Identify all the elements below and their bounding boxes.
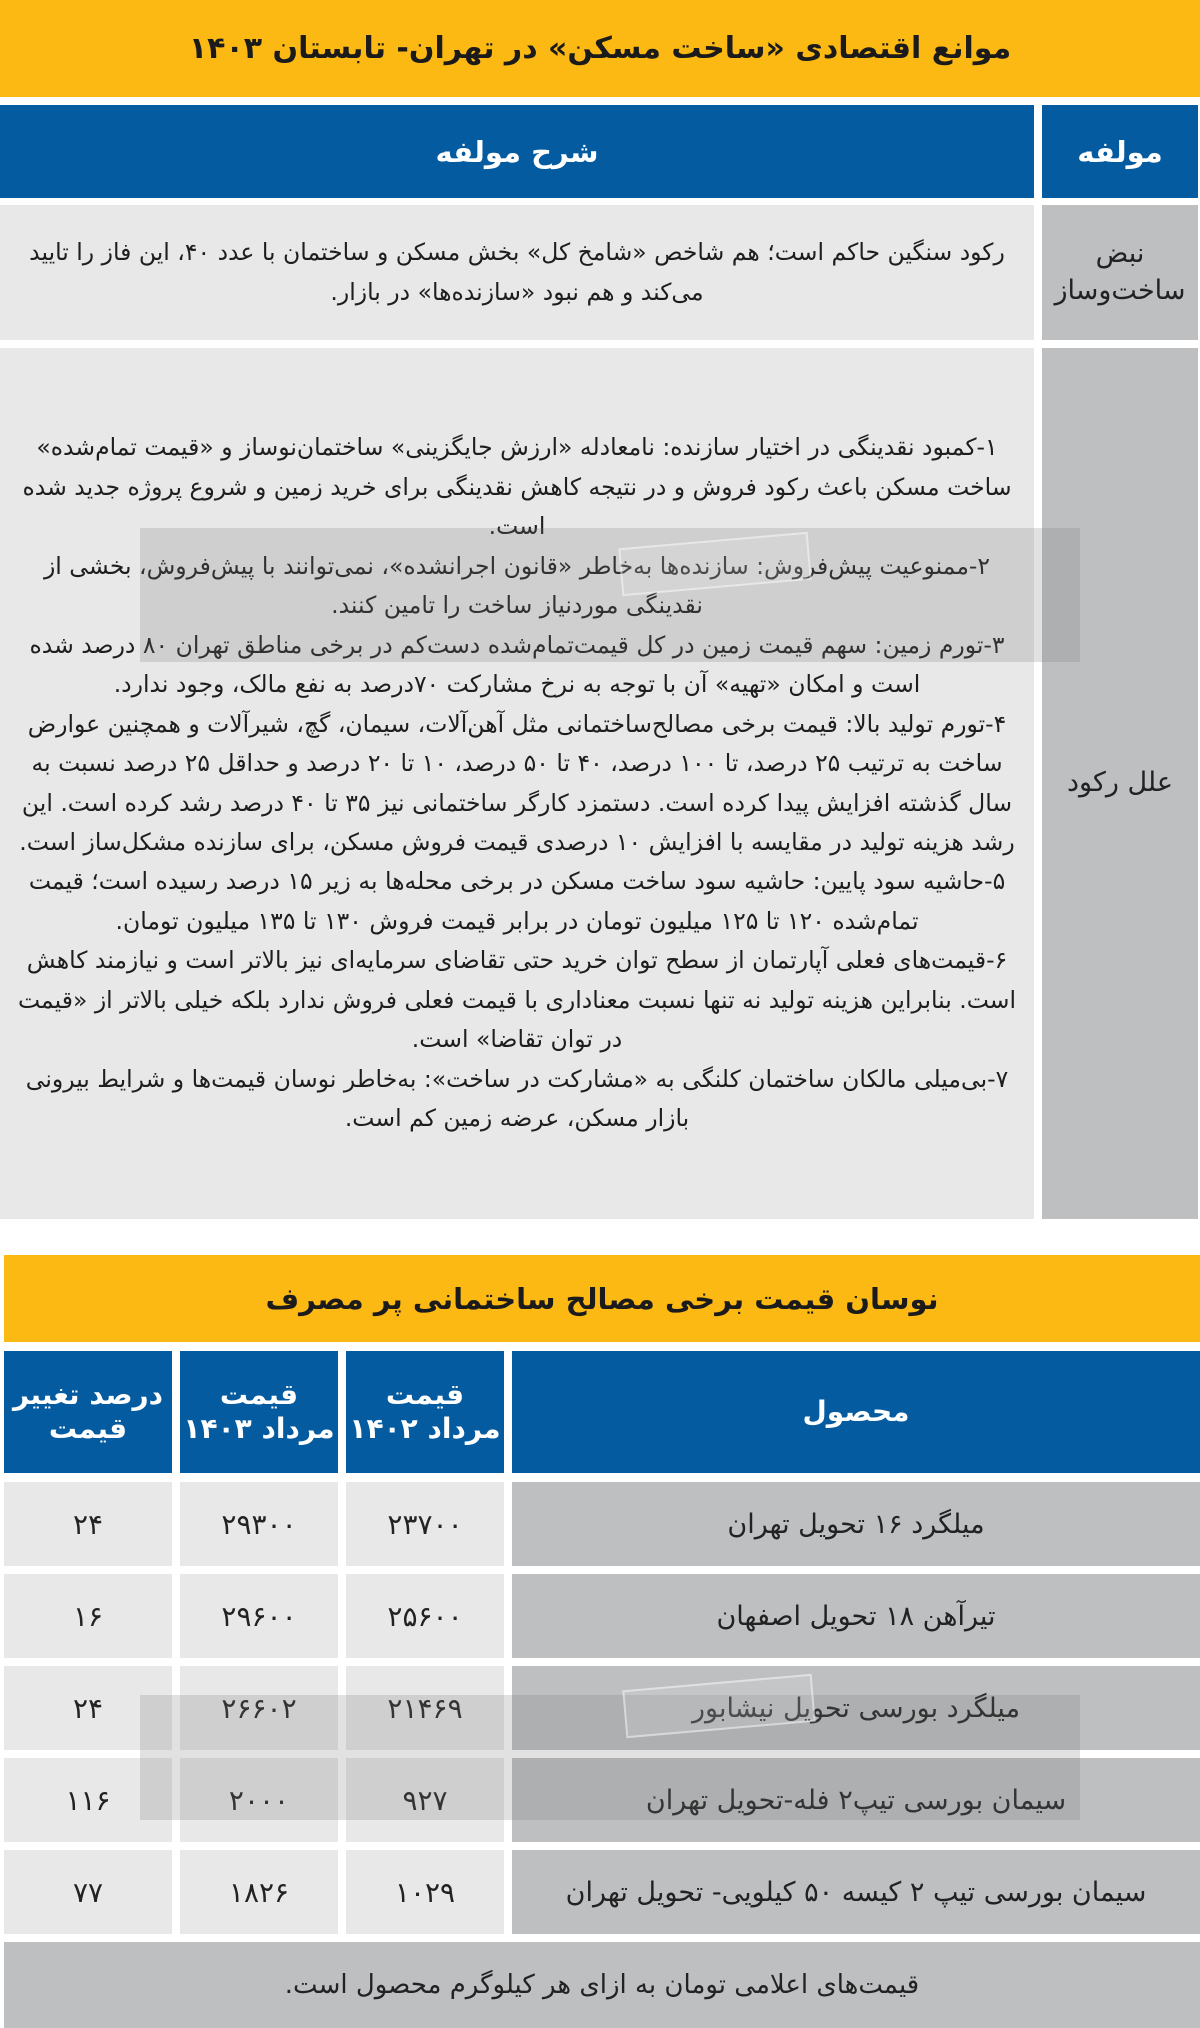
price-1402-cell: ۲۳۷۰۰ [346, 1482, 504, 1566]
change-pct-cell: ۱۱۶ [4, 1758, 172, 1842]
header-label: محصول [802, 1395, 910, 1429]
reason-item: ۵-حاشیه سود پایین: حاشیه سود ساخت مسکن در برخی محله‌ها به زیر ۱۵ درصد رسیده است؛ قیمت تمام‌شده ۱۲۰ تا ۱۲۵ میلیون تومان در برابر قیمت فروش ۱۳۰ تا ۱۳۵ میلیون تومان. [28, 867, 1006, 935]
reason-item: ۲-ممنوعیت پیش‌فروش: سازنده‌ها به‌خاطر «قانون اجرانشده»، نمی‌توانند با پیش‌فروش، بخشی از نقدینگی موردنیاز ساخت را تامین کنند. [43, 551, 991, 620]
price-1403-cell: ۲۶۶۰۲ [180, 1666, 338, 1750]
product-cell: میلگرد ۱۶ تحویل تهران [512, 1482, 1200, 1566]
table1-row-component: نبض ساخت‌وساز [1042, 205, 1198, 340]
change-pct-cell: ۷۷ [4, 1850, 172, 1934]
table1-row-component: علل رکود [1042, 348, 1198, 1219]
header-label: درصد تغییر [12, 1378, 164, 1412]
header-label: مرداد ۱۴۰۲ [349, 1412, 501, 1445]
price-1402-cell: ۹۲۷ [346, 1758, 504, 1842]
reason-item: ۴-تورم تولید بالا: قیمت برخی مصالح‌ساختمانی مثل آهن‌آلات، سیمان، گچ، شیرآلات و همچنین عوارض ساخت به ترتیب ۲۵ درصد، تا ۱۰۰ درصد، ۴۰ تا ۵۰ درصد، ۱۰ تا ۲۰ درصد و حداقل ۲۵ درصد نسبت به سال گذشته افزایش پیدا کرده است. دستمزد کارگر ساختمانی نیز ۳۵ تا ۴۰ درصد رشد کرده است. این رشد هزینه تولید در مقایسه با افزایش ۱۰ درصدی قیمت فروش مسکن، برای سازنده مشکل‌ساز است. [19, 709, 1015, 856]
price-1402-cell: ۱۰۲۹ [346, 1850, 504, 1934]
table2-header-price-1403 [180, 1351, 338, 1473]
price-1403-cell: ۱۸۲۶ [180, 1850, 338, 1934]
price-1403-cell: ۲۰۰۰ [180, 1758, 338, 1842]
table2-title: نوسان قیمت برخی مصالح ساختمانی پر مصرف [4, 1255, 1200, 1342]
reason-item: ۱-کمبود نقدینگی در اختیار سازنده: نامعادله «ارزش جایگزینی» ساختمان‌نوساز و «قیمت تمام‌شده» ساخت مسکن باعث رکود فروش و در نتیجه کاهش نقدینگی برای خرید زمین و شروع پروژه جدید شده است. [22, 433, 1012, 541]
table1-row-description: رکود سنگین حاکم است؛ هم شاخص «شامخ کل» بخش مسکن و ساختمان با عدد ۴۰، این فاز را تایید می‌کند و هم نبود «سازنده‌ها» در بازار. [0, 205, 1034, 340]
reason-item: ۶-قیمت‌های فعلی آپارتمان از سطح توان خرید حتی تقاضای سرمایه‌ای نیز بالاتر است و نیازمند کاهش است. بنابراین هزینه تولید نه تنها نسبت معناداری با قیمت فعلی فروش ندارد بلکه خیلی بالاتر از «قیمت در توان تقاضا» است. [17, 946, 1017, 1054]
reason-item: ۷-بی‌میلی مالکان ساختمان کلنگی به «مشارکت در ساخت»: به‌خاطر نوسان قیمت‌ها و شرایط بیرونی بازار مسکن، عرضه زمین کم است. [25, 1064, 1009, 1133]
table2-footnote: قیمت‌های اعلامی تومان به ازای هر کیلوگرم محصول است. [4, 1942, 1200, 2028]
product-cell: میلگرد بورسی تحویل نیشابور [512, 1666, 1200, 1750]
table1-header-description: شرح مولفه [0, 105, 1034, 198]
header-label: قیمت [48, 1412, 128, 1445]
change-pct-cell: ۲۴ [4, 1482, 172, 1566]
product-cell: تیرآهن ۱۸ تحویل اصفهان [512, 1574, 1200, 1658]
header-label: مرداد ۱۴۰۳ [183, 1412, 335, 1445]
header-label: قیمت [219, 1378, 299, 1412]
table2-header-product [512, 1351, 1200, 1473]
table2-header-price-1402 [346, 1351, 504, 1473]
table2-header-change-pct [4, 1351, 172, 1473]
table1-reasons-list [0, 348, 1034, 1219]
header-label: قیمت [385, 1378, 465, 1412]
product-cell: سیمان بورسی تیپ ۲ کیسه ۵۰ کیلویی- تحویل تهران [512, 1850, 1200, 1934]
product-cell: سیمان بورسی تیپ۲ فله-تحویل تهران [512, 1758, 1200, 1842]
reason-item: ۳-تورم زمین: سهم قیمت زمین در کل قیمت‌تمام‌شده دست‌کم در برخی مناطق تهران ۸۰ درصد شده است و امکان «تهیه» آن با توجه به نرخ مشارکت ۷۰درصد به نفع مالک، وجود ندارد. [29, 630, 1005, 699]
price-1402-cell: ۲۵۶۰۰ [346, 1574, 504, 1658]
price-1403-cell: ۲۹۳۰۰ [180, 1482, 338, 1566]
change-pct-cell: ۱۶ [4, 1574, 172, 1658]
price-1402-cell: ۲۱۴۶۹ [346, 1666, 504, 1750]
table1-header-component: مولفه [1042, 105, 1198, 198]
price-1403-cell: ۲۹۶۰۰ [180, 1574, 338, 1658]
change-pct-cell: ۲۴ [4, 1666, 172, 1750]
table1-title: موانع اقتصادی «ساخت مسکن» در تهران- تابستان ۱۴۰۳ [0, 0, 1200, 97]
